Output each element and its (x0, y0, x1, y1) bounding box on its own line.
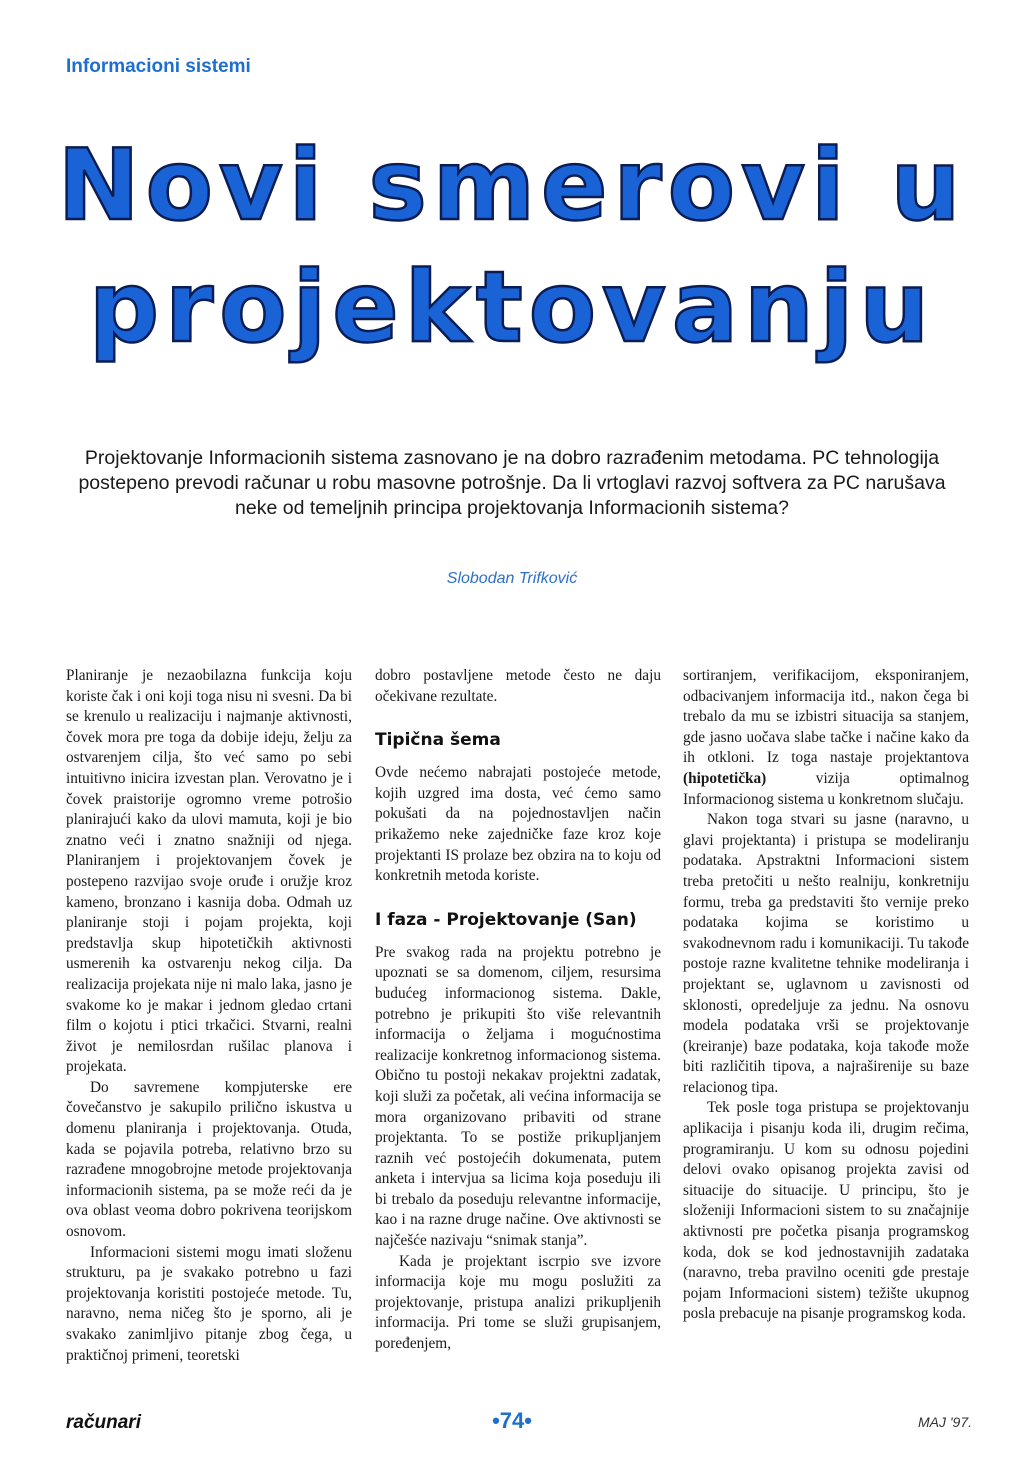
paragraph: Informacioni sistemi mogu imati složenu strukturu, pa je svakako potrebno u fazi projektovanja koristiti postojeće metode. Tu, naravno, nema ničeg što je sporno, ali je svakako zanimljivo pitanje zbog čega, u praktičnoj primeni, teoretski (66, 1243, 352, 1364)
paragraph: Do savremene kompjuterske ere čovečanstvo je sakupilo prilično iskustva u domenu planiranja i projektovanja. Otuda, kada se pojavila potreba, relativno brzo su razrađene mnogobrojne metode projektovanja informacionih sistema, pa se može reći da je ova oblast veoma dobro pokrivena teorijskom osnovom. (66, 1078, 352, 1241)
text-span: sortiranjem, verifikacijom, eksponiranjem, odbacivanjem informacija itd., nakon čega bi trebalo da mu se izbistri situacija sa stanjem, gde jasno uočava slabe tačke i načine kako da ih otkloni. Iz toga nastaje projektantova (683, 667, 969, 767)
magazine-name: računari (66, 1412, 141, 1433)
paragraph: Ovde nećemo nabrajati postojeće metode, kojih uzgred ima dosta, već ćemo samo pokušati da na pojednostavljen način prikažemo neke zajedničke faze kroz koje projektanti IS prolaze bez obzira na to koju od konkretnih metoda koriste. (375, 764, 661, 885)
bold-term: (hipotetička) (683, 769, 767, 787)
article-column-3 (683, 666, 969, 1325)
article-title-line-2: projektovanju (88, 251, 936, 365)
paragraph: Kada je projektant iscrpio sve izvore informacija koje mu mogu poslužiti za projektovanje, pristupa analizi prikupljenih informacija. Pri tome se služi grupisanjem, poređenjem, (375, 1252, 661, 1353)
article-title-line-1: Novi smerovi u (57, 129, 967, 243)
paragraph: dobro postavljene metode često ne daju očekivane rezultate. (375, 667, 661, 705)
paragraph: Nakon toga stvari su jasne (naravno, u glavi projektanta) i pristupa se modeliranju podataka. Apstraktni Informacioni sistem treba pretočiti u nešto realniju, konkretniju formu, treba ga predstaviti što vernije preko podataka kojima se koristimo u svakodnevnom radu i komunikaciji. Tu takođe postoje razne kvalitetne tehnike modeliranja i projektant se, uglavnom u zavisnosti od sklonosti, opredeljuje za jednu. Na osnovu modela podataka vrši se projektovanje (kreiranje) baze podataka, koja takođe može biti različitih tipova, a najrašireniје su baze relacionog tipa. (683, 811, 969, 1096)
paragraph (683, 666, 969, 810)
article-lead: Projektovanje Informacionih sistema zasnovano je na dobro razrađenim metodama. PC tehnologija postepeno prevodi računar u robu masovne potrošnje. Da li vrtoglavi razvoj softvera za PC narušava neke od temeljnih principa projektovanja Informacionih sistema? (78, 447, 946, 519)
paragraph: Tek posle toga pristupa se projektovanju aplikacija i pisanju koda ili, drugim rečima, programiranju. U kom su odnosu pojedini delovi ovako opisanog projekta zavisi od situacije do situacije. U principu, što je složeniji Informacioni sistem to su značajnije aktivnosti pre početka pisanja programskog koda, dok se kod jednostavnijih zadataka (naravno, treba pravilno oceniti gde prestaje pojam Informacioni sistem) težište ukupnog posla prebacuje na pisanje programskog koda. (683, 1099, 969, 1323)
paragraph: Pre svakog rada na projektu potrebno je upoznati se sa domenom, ciljem, resursima budućeg informacionog sistema. Dakle, potrebno je prikupiti što više relevantnih informacija o željama i mogućnostima realizacije konkretnog informacionog sistema. Obično tu postoji nekakav projektni zadatak, koji služi za početak, ali većina informacija se mora organizovano pribaviti od strane projektanta. To se postiže prikupljanjem raznih već postojećih dokumenata, putem anketa i intervjua sa licima koja poseduju ili bi trebalo da poseduju relevantne informacije, kao i na razne druge načine. Ove aktivnosti se najčešće nazivaju “snimak stanja”. (375, 943, 661, 1250)
subheading-typical-scheme: Tipična šema (375, 730, 501, 751)
text-span: vizija optimalnog Informacionog sistema u konkretnom slučaju. (683, 769, 969, 808)
author-byline: Slobodan Trifković (446, 570, 578, 587)
issue-date: MAJ '97. (917, 1414, 972, 1430)
article-column-2 (375, 666, 661, 1355)
subheading-phase-one: I faza - Projektovanje (San) (375, 909, 637, 930)
section-label: Informacioni sistemi (66, 56, 251, 77)
paragraph: Planiranje je nezaobilazna funkcija koju koriste čak i oni koji toga nisu ni svesni. Da bi se krenulo u realizaciju i najmanje aktivnosti, čovek mora pre toga da dobije ideju, želju za ostvarenjem cilja, što već samo po sebi intuitivno inicira izvestan plan. Verovatno je i čovek praistorije ogromno vreme potrošio planirajući kako da ulovi mamuta, koji je bio znatno veći i znatno snažniji od njega. Planiranjem i projektovanjem čovek je postepeno razvijao svoje oruđe i oružje kroz kameno, bronzano i kasnija doba. Odmah uz planiranje stoji i pojam projekta, koji predstavlja skup hipotetičkih aktivnosti usmerenih ka ostvarenju nekog cilja. Da realizacija projekata nije ni malo laka, jasno je svakome ko je makar i jednom gledao crtani film o kojotu i ptici trkačici. Stvarni, realni život je nemilosrdan rušilac planova i projekata. (66, 667, 352, 1076)
article-column-1 (66, 666, 352, 1366)
page-number: •74• (492, 1408, 532, 1433)
